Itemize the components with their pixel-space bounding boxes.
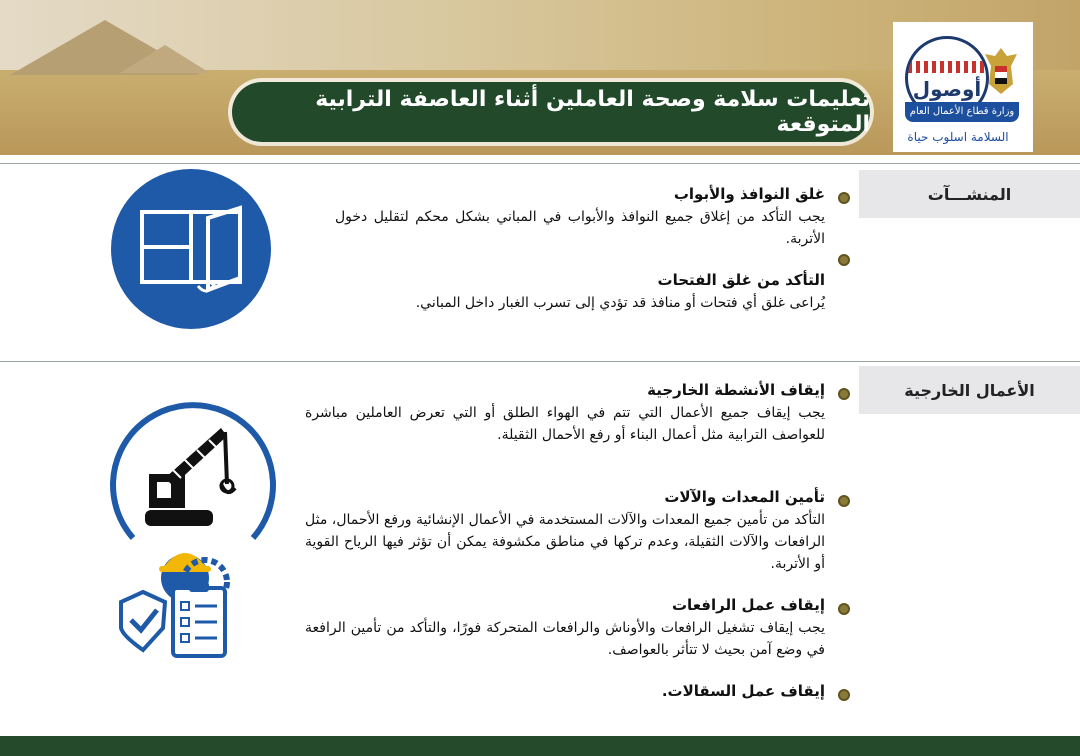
ministry-name: وزارة قطاع الأعمال العام <box>905 102 1019 122</box>
bullet-icon <box>838 388 850 400</box>
item-text: يجب التأكد من إغلاق جميع النوافذ والأبواب في المباني بشكل محكم لتقليل دخول الأتربة. <box>335 209 825 247</box>
item-text: التأكد من تأمين جميع المعدات والآلات المستخدمة في الأعمال الإنشائية ورفع الأحمال، مثل الرافعات والآلات الثقيلة، وعدم تركها في مناطق مكشوفة يمكن أن تؤثر فيها الرياح القوية أو الأتربة. <box>305 512 825 572</box>
item-secure-equipment <box>305 488 825 575</box>
item-text: يُراعى غلق أي فتحات أو منافذ قد تؤدي إلى تسرب الغبار داخل المباني. <box>415 295 825 311</box>
item-close-windows <box>335 185 825 250</box>
bullet-icon <box>838 254 850 266</box>
section-tab-outdoor-work <box>859 366 1080 414</box>
section-label: المنشـــآت <box>927 184 1012 204</box>
item-title: التأكد من غلق الفتحات <box>657 271 825 289</box>
item-title: إيقاف عمل السقالات. <box>661 682 825 700</box>
section-label: الأعمال الخارجية <box>904 380 1035 400</box>
logo-text: أوصول <box>912 77 982 101</box>
item-close-openings <box>335 271 825 314</box>
section-tab-facilities <box>859 170 1080 218</box>
bullet-icon <box>838 603 850 615</box>
item-title: إيقاف الأنشطة الخارجية <box>647 381 825 399</box>
window-icon <box>110 168 272 330</box>
item-stop-scaffolding <box>305 682 825 703</box>
safety-tagline: السلامة اسلوب حياة <box>907 130 1009 144</box>
footer-bar <box>0 736 1080 756</box>
crane-safety-icon <box>103 388 278 663</box>
page-title: تعليمات سلامة وصحة العاملين أثناء العاصفة الترابية المتوقعة <box>315 87 870 137</box>
pyramid-image-small <box>120 45 210 73</box>
item-title: غلق النوافذ والأبواب <box>673 185 825 203</box>
item-text: يجب إيقاف جميع الأعمال التي تتم في الهواء الطلق أو التي تعرض العاملين مباشرة للعواصف الترابية مثل أعمال البناء أو رفع الأحمال الثقيلة. <box>305 405 825 443</box>
item-stop-outdoor <box>305 381 825 446</box>
bullet-icon <box>838 495 850 507</box>
item-stop-cranes <box>305 596 825 661</box>
item-title: تأمين المعدات والآلات <box>664 488 825 506</box>
item-text: يجب إيقاف تشغيل الرافعات والأوناش والرافعات المتحركة فورًا، والتأكد من تأمين الرافعة في وضع آمن بحيث لا تتأثر بالعواصف. <box>305 620 825 658</box>
bullet-icon <box>838 689 850 701</box>
divider-middle <box>0 361 1080 362</box>
divider-top <box>0 163 1080 164</box>
bullet-icon <box>838 192 850 204</box>
eagle-emblem-icon <box>983 44 1019 98</box>
page-title-pill <box>232 82 870 142</box>
item-title: إيقاف عمل الرافعات <box>671 596 825 614</box>
logo-waves <box>908 61 986 73</box>
ministry-logo <box>893 22 1033 152</box>
